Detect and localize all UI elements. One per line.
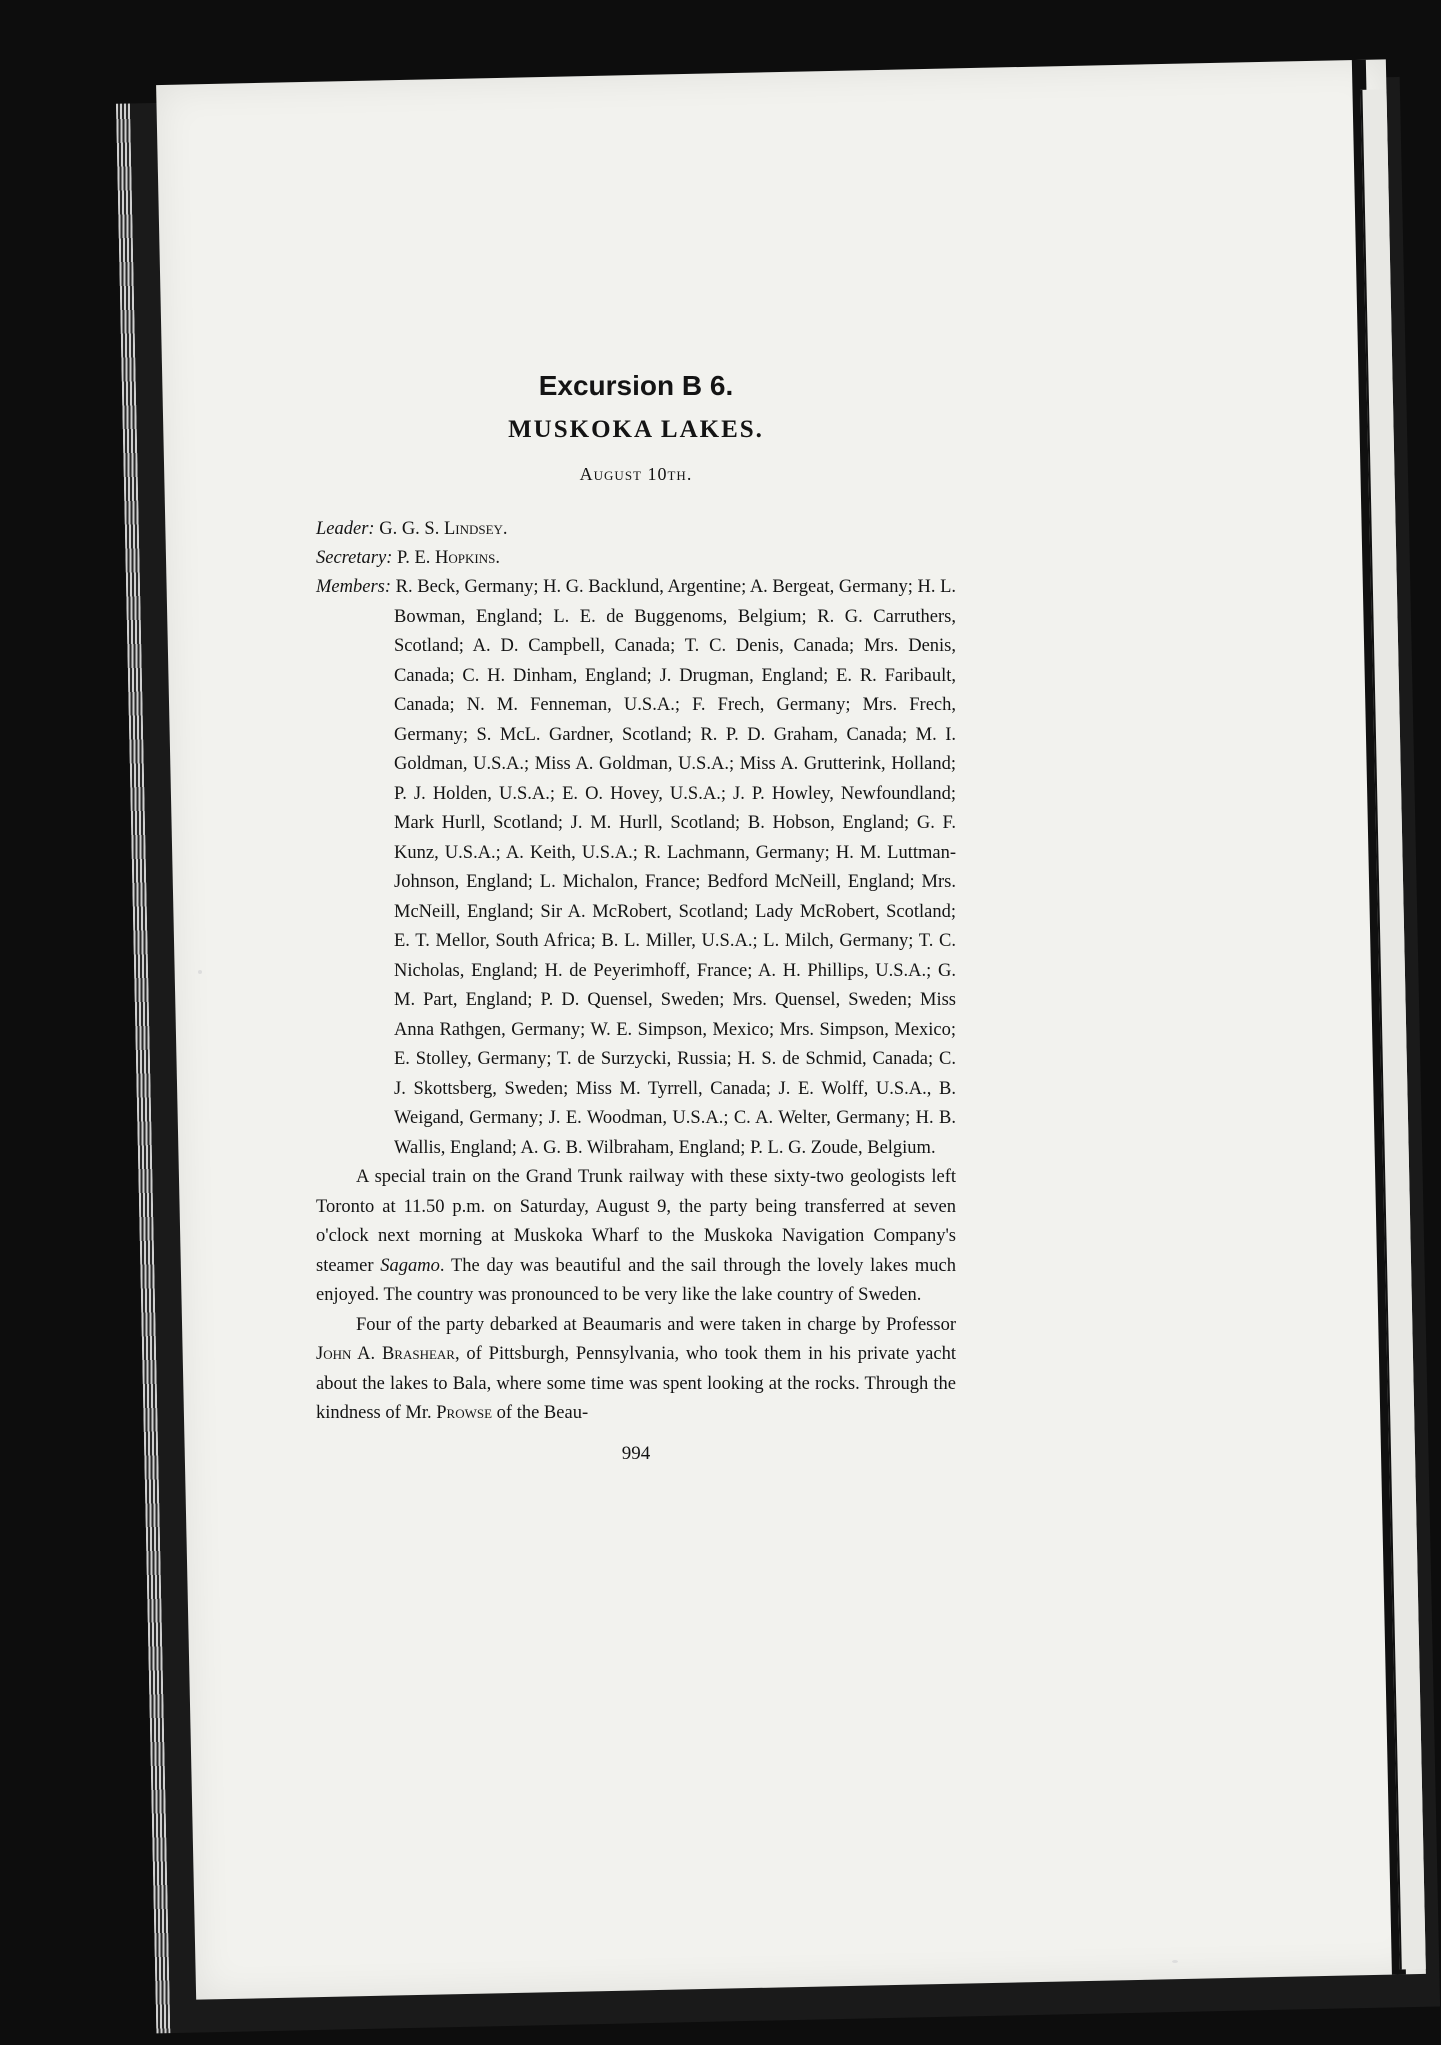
secretary-label: Secretary: xyxy=(316,548,393,568)
paragraph-beaumaris xyxy=(316,1311,956,1429)
secretary-line xyxy=(316,544,956,573)
paragraph-train-text-2: . The day was beautiful and the sail through the lovely lakes much enjoyed. The country was pronounced to be very like the lake country of Sweden. xyxy=(316,1255,956,1305)
paragraph-train xyxy=(316,1163,956,1311)
members-text: R. Beck, Germany; H. G. Backlund, Argentine; A. Bergeat, Germany; H. L. Bowman, England; L. E. de Buggenoms, Belgium; R. G. Carruthers, Scotland; A. D. Campbell, Canada; T. C. Denis, Canada; Mrs. Denis, Canada; C. H. Dinham, England; J. Drugman, England; E. R. Faribault, Canada; N. M. Fenneman, U.S.A.; F. Frech, Germany; Mrs. Frech, Germany; S. McL. Gardner, Scotland; R. P. D. Graham, Canada; M. I. Goldman, U.S.A.; Miss A. Goldman, U.S.A.; Miss A. Grutterink, Holland; P. J. Holden, U.S.A.; E. O. Hovey, U.S.A.; J. P. Howley, Newfoundland; Mark Hurll, Scotland; J. M. Hurll, Scotland; B. Hobson, England; G. F. Kunz, U.S.A.; A. Keith, U.S.A.; R. Lachmann, Germany; H. M. Luttman-Johnson, England; L. Michalon, France; Bedford McNeill, England; Mrs. McNeill, England; Sir A. McRobert, Scotland; Lady McRobert, Scotland; E. T. Mellor, South Africa; B. L. Miller, U.S.A.; L. Milch, Germany; T. C. Nicholas, England; H. de Peyerimhoff, France; A. H. Phillips, U.S.A.; G. M. Part, England; P. D. Quensel, Sweden; Mrs. Quensel, Sweden; Miss Anna Rathgen, Germany; W. E. Simpson, Mexico; Mrs. Simpson, Mexico; E. Stolley, Germany; T. de Surzycki, Russia; H. S. de Schmid, Canada; C. J. Skottsberg, Sweden; Miss M. Tyrrell, Canada; J. E. Wolff, U.S.A., B. Weigand, Germany; J. E. Woodman, U.S.A.; C. A. Welter, Germany; H. B. Wallis, England; A. G. B. Wilbraham, England; P. L. G. Zoude, Belgium. xyxy=(394,577,957,1158)
paragraph-beaumaris-text-2: , of Pittsburgh, Pennsylvania, who took them in his private yacht about the lakes to Bala, where some time was spent looking at the rocks. Through the kindness of Mr. xyxy=(316,1344,956,1423)
page-content xyxy=(316,370,956,1465)
paragraph-beaumaris-text-3: of the Beau- xyxy=(492,1403,589,1423)
person-prowse: Prowse xyxy=(436,1403,493,1423)
members-list xyxy=(316,573,956,1163)
leader-label: Leader: xyxy=(316,519,375,539)
leader-name: G. G. S. Lindsey. xyxy=(379,519,508,539)
steamer-name: Sagamo xyxy=(380,1255,440,1276)
page-number: 994 xyxy=(621,1442,651,1464)
paragraph-train-text-1: A special train on the Grand Trunk railway with these sixty-two geologists left Toronto at 11.50 p.m. on Saturday, August 9, the party being transferred at seven o'clock next morning at Muskoka Wharf to the Muskoka Navigation Company's steamer xyxy=(316,1167,956,1276)
scan-speck xyxy=(1172,1960,1178,1963)
excursion-heading: Excursion B 6. xyxy=(538,370,734,401)
secretary-name: P. E. Hopkins. xyxy=(396,548,500,568)
excursion-date: August 10th. xyxy=(579,464,693,484)
leader-line xyxy=(316,515,956,544)
person-brashear: John A. Brashear xyxy=(316,1344,455,1364)
members-label: Members: xyxy=(316,577,392,597)
scan-speck xyxy=(198,970,202,974)
paragraph-beaumaris-text-1: Four of the party debarked at Beaumaris and were taken in charge by Professor xyxy=(356,1314,956,1335)
excursion-title: MUSKOKA LAKES. xyxy=(508,416,764,443)
